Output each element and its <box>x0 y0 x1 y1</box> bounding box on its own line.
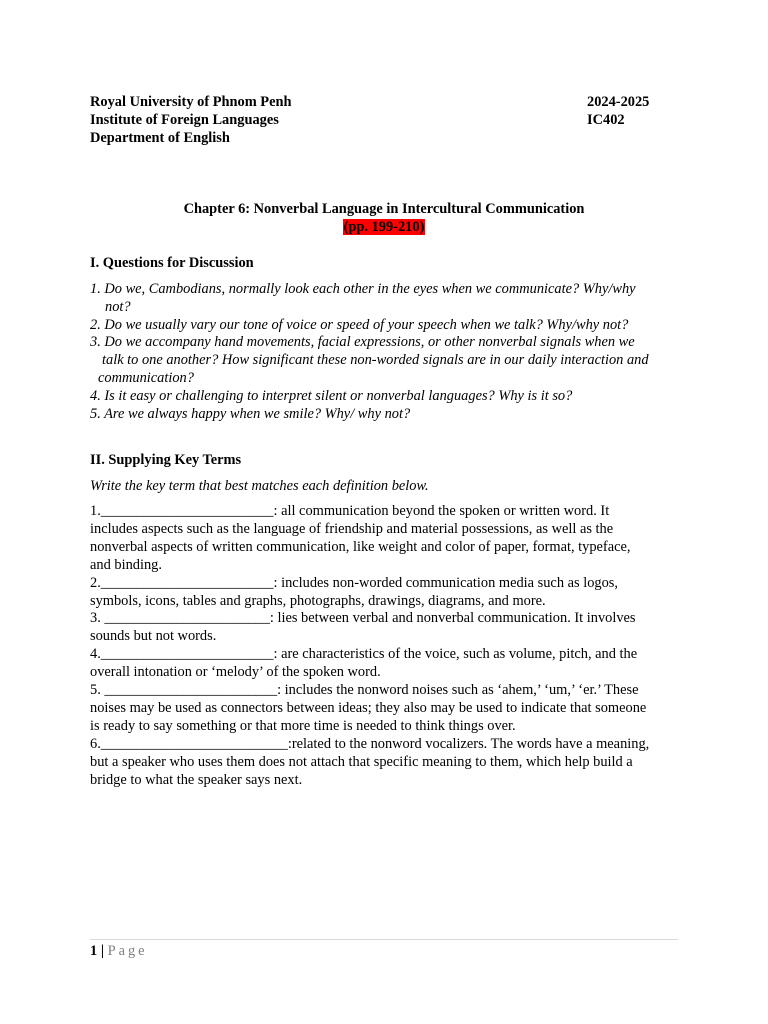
key-term-line: 6.__________________________:related to the nonword vocalizers. The words have a meaning, <box>90 735 650 752</box>
key-term-line: noises may be used as connectors between ideas; they also may be used to indicate that someone <box>90 699 647 716</box>
key-terms-list <box>90 503 680 790</box>
academic-year: 2024-2025 <box>587 94 650 110</box>
key-term-line: and binding. <box>90 556 162 573</box>
question-line: talk to one another? How significant these non-worded signals are in our daily interaction and <box>102 352 649 369</box>
university-name: Royal University of Phnom Penh <box>90 94 292 110</box>
question-line: 1. Do we, Cambodians, normally look each other in the eyes when we communicate? Why/why <box>90 281 636 297</box>
discussion-questions <box>90 281 680 423</box>
course-code: IC402 <box>587 112 625 128</box>
key-term-line: 5. ________________________: includes the nonword noises such as ‘ahem,’ ‘um,’ ‘er.’ These <box>90 682 639 699</box>
section-2-heading: II. Supplying Key Terms <box>90 452 242 468</box>
footer-separator: | <box>100 943 104 959</box>
chapter-title: Chapter 6: Nonverbal Language in Intercultural Communication <box>183 201 585 217</box>
section-2-instruction: Write the key term that best matches each definition below. <box>90 478 429 494</box>
question-line: communication? <box>98 369 194 386</box>
key-term-line: 4.________________________: are characteristics of the voice, such as volume, pitch, and the <box>90 646 638 663</box>
department-name: Department of English <box>90 130 230 146</box>
key-term-line: 2.________________________: includes non-worded communication media such as logos, <box>90 574 618 591</box>
section-1-heading: I. Questions for Discussion <box>90 255 254 271</box>
key-term-line: overall intonation or ‘melody’ of the spoken word. <box>90 664 381 681</box>
question-line: not? <box>105 298 131 315</box>
question-line: 4. Is it easy or challenging to interpret silent or nonverbal languages? Why is it so? <box>90 387 573 404</box>
page-number: 1 <box>90 943 98 959</box>
question-line: 3. Do we accompany hand movements, facial expressions, or other nonverbal signals when we <box>90 334 635 351</box>
key-term-line: but a speaker who uses them does not attach that specific meaning to them, which help build a <box>90 753 633 770</box>
page-footer <box>90 942 148 960</box>
page-label: Page <box>107 943 148 959</box>
key-term-line: nonverbal aspects of written communication, like weight and color of paper, format, typeface, <box>90 538 631 555</box>
question-line: 2. Do we usually vary our tone of voice or speed of your speech when we talk? Why/why not? <box>90 316 629 333</box>
footer-divider <box>90 939 678 940</box>
question-line: 5. Are we always happy when we smile? Why/ why not? <box>90 405 411 422</box>
key-term-line: includes aspects such as the language of friendship and material possessions, as well as the <box>90 520 614 537</box>
key-term-line: 3. _______________________: lies between verbal and nonverbal communication. It involves <box>90 610 636 627</box>
page-range-line <box>90 218 678 236</box>
key-term-line: is ready to say something or that more time is needed to think things over. <box>90 717 516 734</box>
key-term-line: sounds but not words. <box>90 628 217 645</box>
key-term-line: 1.________________________: all communication beyond the spoken or written word. It <box>90 503 610 519</box>
institute-name: Institute of Foreign Languages <box>90 112 279 128</box>
key-term-line: bridge to what the speaker says next. <box>90 771 303 788</box>
page-range: (pp. 199-210) <box>343 219 425 235</box>
key-term-line: symbols, icons, tables and graphs, photographs, drawings, diagrams, and more. <box>90 592 546 609</box>
